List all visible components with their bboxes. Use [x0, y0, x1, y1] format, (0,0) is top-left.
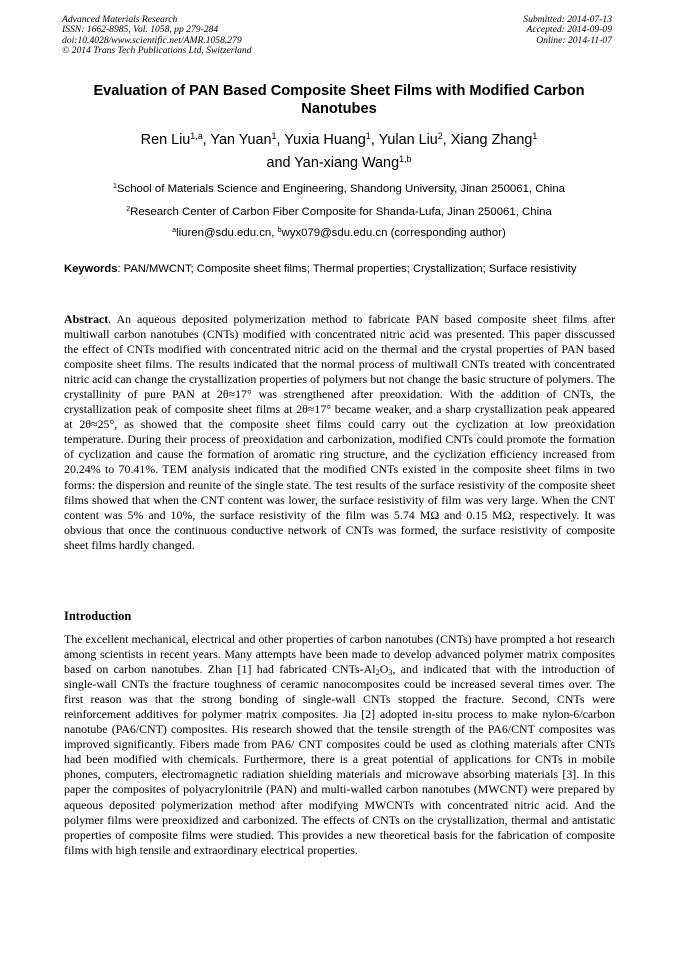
online-date: Online: 2014-11-07: [536, 34, 612, 46]
paper-title: Evaluation of PAN Based Composite Sheet Films with Modified Carbon Nanotubes: [93, 83, 585, 117]
author: Yan Yuan$^1$,: [210, 131, 285, 148]
keywords-text: : PAN/MWCNT; Composite sheet films; Thermal properties; Crystallization; Surface resistivity: [117, 263, 577, 275]
issn-line: ISSN: 1662-8985, Vol. 1058, pp 279-284: [62, 24, 219, 36]
journal-name: Advanced Materials Research: [62, 14, 178, 25]
keywords-section: [64, 262, 615, 276]
author-emails: $^a$liuren@sdu.edu.cn, $^b$wyx079@sdu.edu.cn (corresponding author): [172, 227, 506, 239]
copyright-line: © 2014 Trans Tech Publications Ltd, Switzerland: [62, 45, 252, 57]
author: Ren Liu$^{1,a}$,: [140, 131, 211, 148]
author: Yuxia Huang$^1$,: [284, 131, 379, 148]
doi-line: doi:10.4028/www.scientific.net/AMR.1058.279: [62, 34, 242, 46]
introduction-heading: Introduction: [64, 609, 132, 623]
introduction-paragraph: The excellent mechanical, electrical and other properties of carbon nanotubes (CNTs) have prompted a hot research among scientists in recent years. Many attempts have been made to develop advanced polymer matrix composites based on carbon nanotubes. Zhan [1] had fabricated CNTs-$Al_2O_3$, and indicated that with the introduction of single-wall CNTs the fracture toughness of ceramic nanocomposites could be increased several times over. The first reason was that the strong bonding of single-wall CNTs stopped the fracture. Second, CNTs were reinforcement additives for polymer matrix composites. Jia [2] adopted in-situ process to make nylon-6/carbon nanotube (PA6/CNT) composites. His research showed that the tensile strength of the PA6/CNT composites was improved significantly. Fibers made from PA6/ CNT composites could be used as clothing materials after CNTs had been modified with chemicals. Furthermore, there is a great potential of applications for CNTs in mobile phones, computers, electromagnetic radiation shielding materials and microwave absorbing materials [3]. In this paper the composites of polyacrylonitrile (PAN) and multi-walled carbon nanotubes (MWCNT) were prepared by aqueous deposited polymerization method after modifying MWCNTs with concentrated nitric acid. And the polymer films were preoxidized and carbonized. The effects of CNTs on the crystallization, thermal and antistatic properties of composite films were studied. This provides a new theoretical basis for the fabrication of composite films with high tensile and extraordinary electrical properties.: [64, 632, 615, 857]
accepted-date: Accepted: 2014-09-09: [526, 24, 612, 36]
submitted-date: Submitted: 2014-07-13: [523, 14, 612, 25]
abstract-label: Abstract: [64, 312, 109, 326]
author: Xiang Zhang$^1$: [450, 131, 538, 148]
abstract-text: . An aqueous deposited polymerization method to fabricate PAN based composite sheet films after multiwall carbon nanotubes (CNTs) modified with concentrated nitric acid was presented. This paper disscussed the effect of CNTs modified with concentrated nitric acid on the thermal and the crystal properties of PAN based composite sheet films. The results indicated that the normal process of multiwall CNTs treated with concentrated nitric acid can change the crystallization properties of polymers but not change the basic structure of polymers. The crystallinity of pure PAN at 2θ≈17° was strengthened after preoxidation. With the addition of CNTs, the crystallization peak of composite sheet films at 2θ≈17° became weaker, and a sharp crystallization peak appeared at 2θ≈25°, as showed that the composite sheet films could carry out the cyclization at low preoxidation temperature. During their process of preoxidation and carbonization, modified CNTs could promote the formation of cyclization and cause the formation of aromatic ring structure, and the cyclization efficiency increased from 20.24% to 70.41%. TEM analysis indicated that the modified CNTs existed in the composite sheet films in two forms: the dispersion and reunite of the single state. The test results of the surface resistivity of the composite sheet films showed that when the CNT content was lower, the surface resistivity of film was very large. When the CNT content was 5% and 10%, the surface resistivity of the film was 5.74 MΩ and 0.15 MΩ, respectively. It was obvious that once the continuous conductive network of CNTs was formed, the surface resistivity of composite sheet films hardly changed.: [64, 312, 615, 552]
author-list: [60, 129, 618, 175]
author: Yulan Liu$^2$,: [378, 131, 451, 148]
affiliation-2: $^2$Research Center of Carbon Fiber Composite for Shanda-Lufa, Jinan 250061, China: [126, 206, 552, 218]
affiliation-1: $^1$School of Materials Science and Engineering, Shandong University, Jinan 250061, China: [112, 183, 566, 195]
author: and Yan-xiang Wang$^{1,b}$: [266, 154, 412, 171]
keywords-label: Keywords: [64, 263, 118, 275]
journal-info: [62, 15, 252, 57]
publication-dates: [523, 15, 612, 46]
abstract-section: [64, 312, 615, 553]
